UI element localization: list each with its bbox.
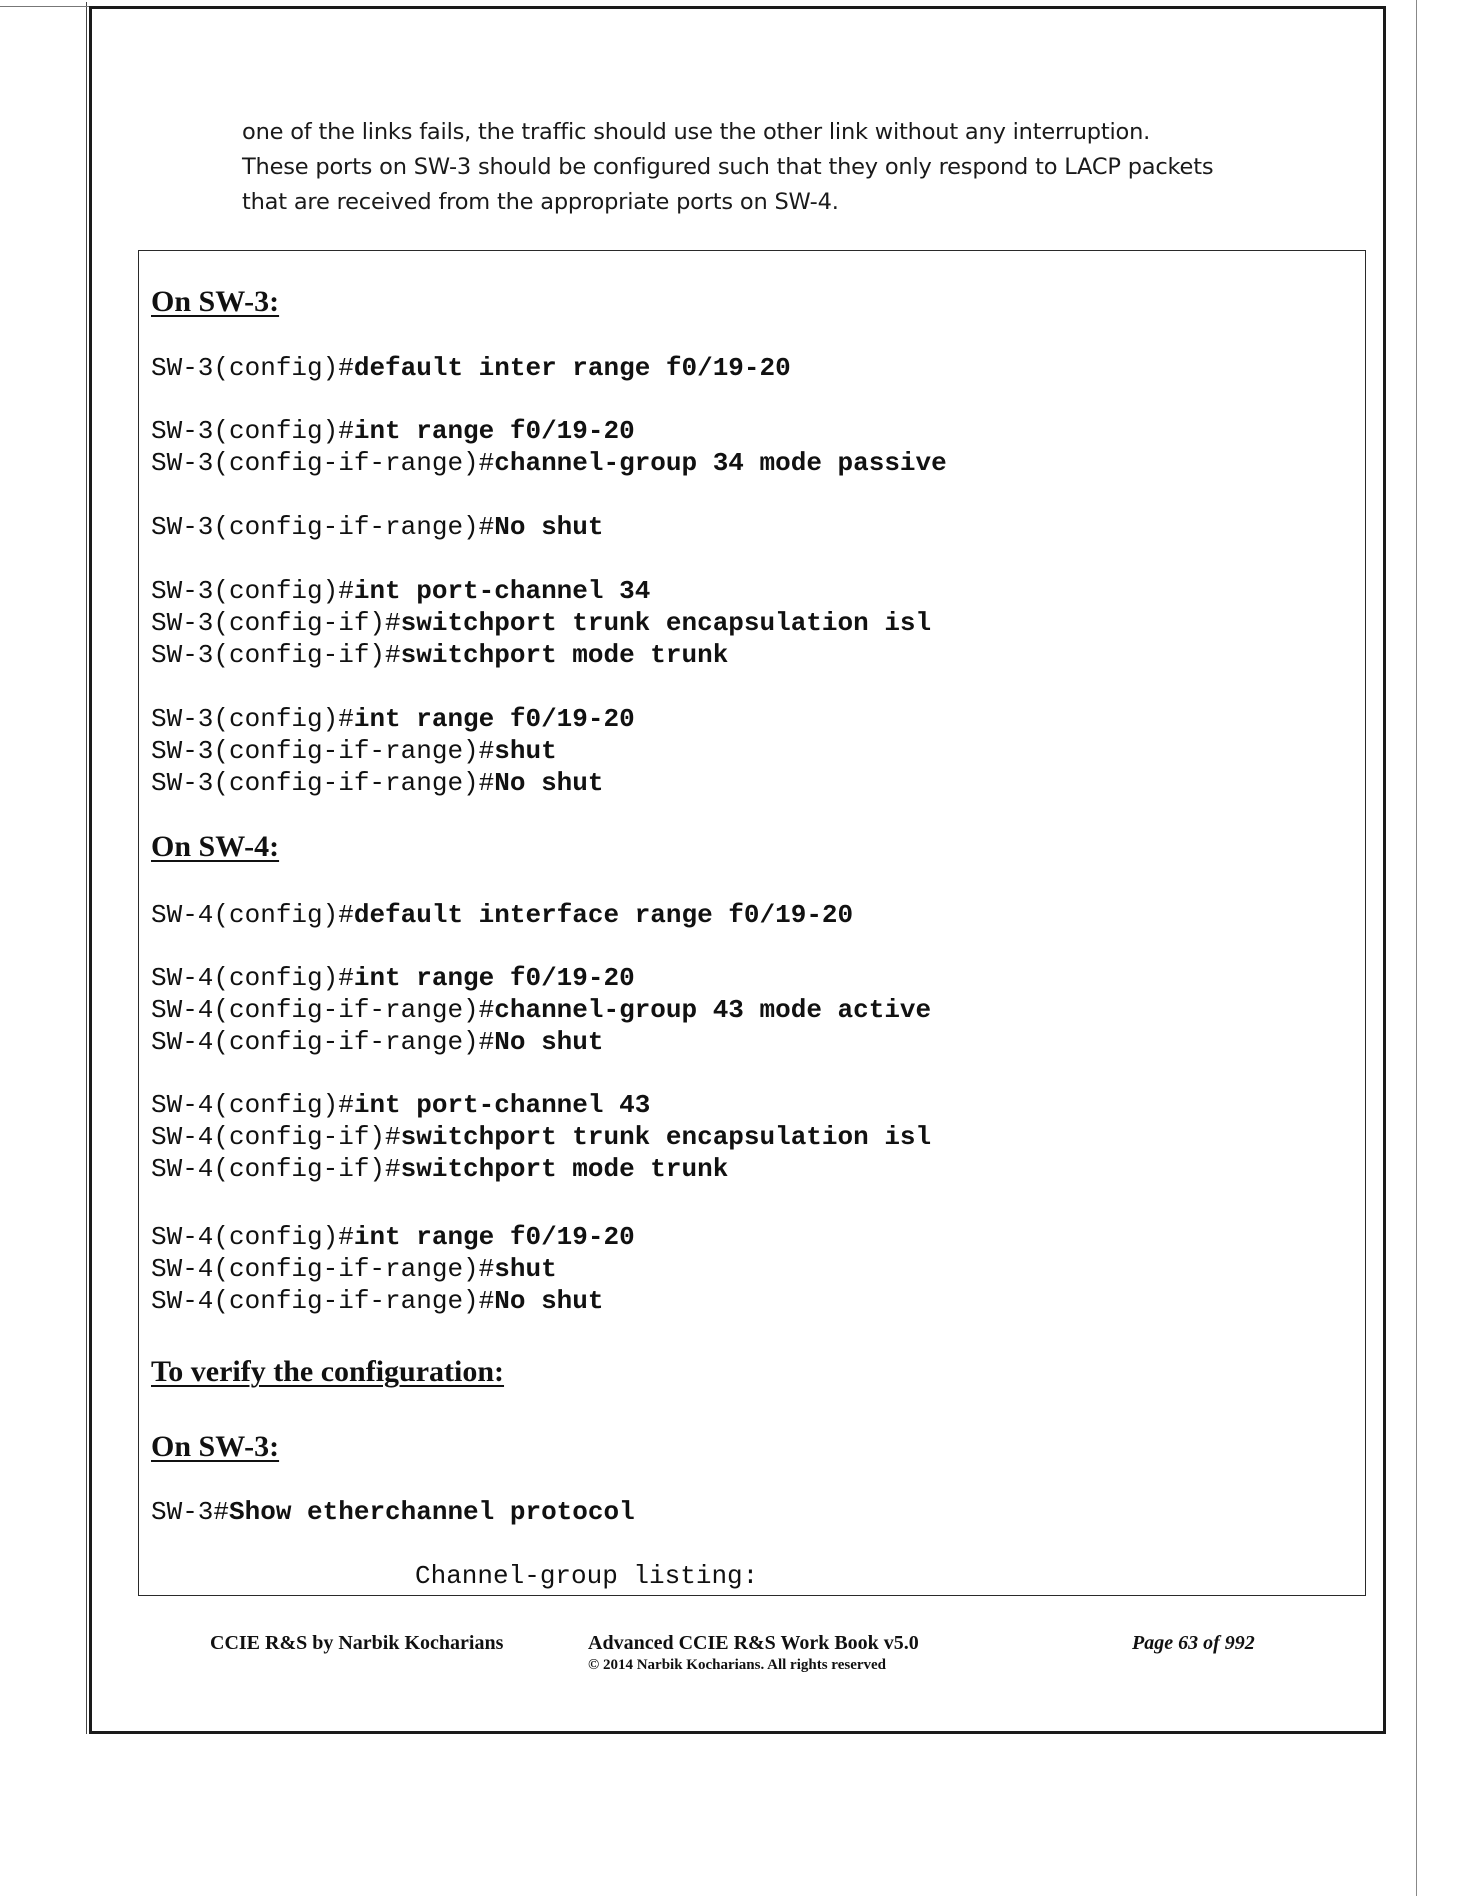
command: No shut	[494, 1027, 604, 1057]
scan-edge-right	[1416, 0, 1417, 1896]
command: shut	[494, 1254, 557, 1284]
code-line	[151, 447, 947, 479]
command: int range f0/19-20	[353, 1222, 635, 1252]
prompt: SW-4(config-if-range)#	[151, 995, 495, 1025]
command: switchport mode trunk	[400, 1154, 729, 1184]
command: switchport trunk encapsulation isl	[400, 608, 932, 638]
prompt: SW-3(config)#	[151, 576, 354, 606]
code-line	[151, 575, 650, 607]
heading-sw4: On SW-4:	[151, 830, 280, 863]
command: default interface range f0/19-20	[353, 900, 854, 930]
command: int port-channel 43	[353, 1090, 651, 1120]
command: channel-group 34 mode passive	[494, 448, 947, 478]
footer-copyright: © 2014 Narbik Kocharians. All rights reserved	[588, 1657, 887, 1673]
code-line	[151, 1221, 635, 1253]
code-line	[151, 639, 728, 671]
code-line	[151, 1153, 728, 1185]
code-line	[151, 767, 603, 799]
code-line	[151, 1089, 650, 1121]
prompt: SW-3(config)#	[151, 416, 354, 446]
scan-edge-top	[0, 6, 89, 7]
heading-sw3-verify: On SW-3:	[151, 1430, 280, 1463]
code-line	[151, 1026, 603, 1058]
prompt: SW-3(config)#	[151, 704, 354, 734]
prompt: SW-4(config-if-range)#	[151, 1027, 495, 1057]
command: default inter range f0/19-20	[353, 353, 791, 383]
code-line	[151, 607, 931, 639]
command: int range f0/19-20	[353, 704, 635, 734]
prompt: SW-3(config-if)#	[151, 640, 401, 670]
prompt: SW-3(config)#	[151, 353, 354, 383]
prompt: SW-4(config-if)#	[151, 1154, 401, 1184]
command: No shut	[494, 512, 604, 542]
heading-sw3: On SW-3:	[151, 285, 280, 318]
command: switchport trunk encapsulation isl	[400, 1122, 932, 1152]
command: No shut	[494, 768, 604, 798]
command: int range f0/19-20	[353, 416, 635, 446]
heading-verify: To verify the configuration:	[151, 1355, 505, 1388]
scan-edge-left	[86, 2, 87, 1734]
code-line	[151, 735, 557, 767]
command: switchport mode trunk	[400, 640, 729, 670]
prompt: SW-4(config-if)#	[151, 1122, 401, 1152]
footer-author: CCIE R&S by Narbik Kocharians	[210, 1632, 504, 1654]
prompt: SW-4(config)#	[151, 963, 354, 993]
code-line	[151, 511, 603, 543]
prompt: SW-4(config-if-range)#	[151, 1286, 495, 1316]
prompt: SW-3(config-if-range)#	[151, 768, 495, 798]
prompt: SW-3(config-if-range)#	[151, 512, 495, 542]
footer-page-number: Page 63 of 992	[1132, 1632, 1255, 1654]
intro-line: that are received from the appropriate ports on SW-4.	[242, 189, 839, 215]
footer-title-block	[588, 1632, 988, 1674]
prompt: SW-4(config-if-range)#	[151, 1254, 495, 1284]
intro-line: These ports on SW-3 should be configured such that they only respond to LACP packets	[242, 154, 1214, 180]
command: No shut	[494, 1286, 604, 1316]
intro-line: one of the links fails, the traffic should use the other link without any interruption.	[242, 119, 1151, 145]
prompt: SW-4(config)#	[151, 1090, 354, 1120]
code-line	[151, 352, 791, 384]
code-line	[151, 703, 635, 735]
command: Show etherchannel protocol	[229, 1497, 635, 1527]
prompt: SW-3(config-if-range)#	[151, 736, 495, 766]
intro-paragraph	[242, 115, 1292, 220]
prompt: SW-3#	[151, 1497, 230, 1527]
code-line	[151, 1253, 557, 1285]
prompt: SW-3(config-if-range)#	[151, 448, 495, 478]
output-line: Channel-group listing:	[415, 1561, 759, 1591]
code-line	[151, 994, 931, 1026]
command: shut	[494, 736, 557, 766]
prompt: SW-3(config-if)#	[151, 608, 401, 638]
prompt: SW-4(config)#	[151, 1222, 354, 1252]
command: int range f0/19-20	[353, 963, 635, 993]
code-line	[151, 415, 635, 447]
prompt: SW-4(config)#	[151, 900, 354, 930]
code-line	[151, 899, 853, 931]
command: channel-group 43 mode active	[494, 995, 932, 1025]
code-line	[151, 1496, 635, 1528]
code-line	[151, 1121, 931, 1153]
code-line	[151, 962, 635, 994]
command: int port-channel 34	[353, 576, 651, 606]
footer-title: Advanced CCIE R&S Work Book v5.0	[588, 1632, 919, 1654]
code-line	[151, 1285, 603, 1317]
